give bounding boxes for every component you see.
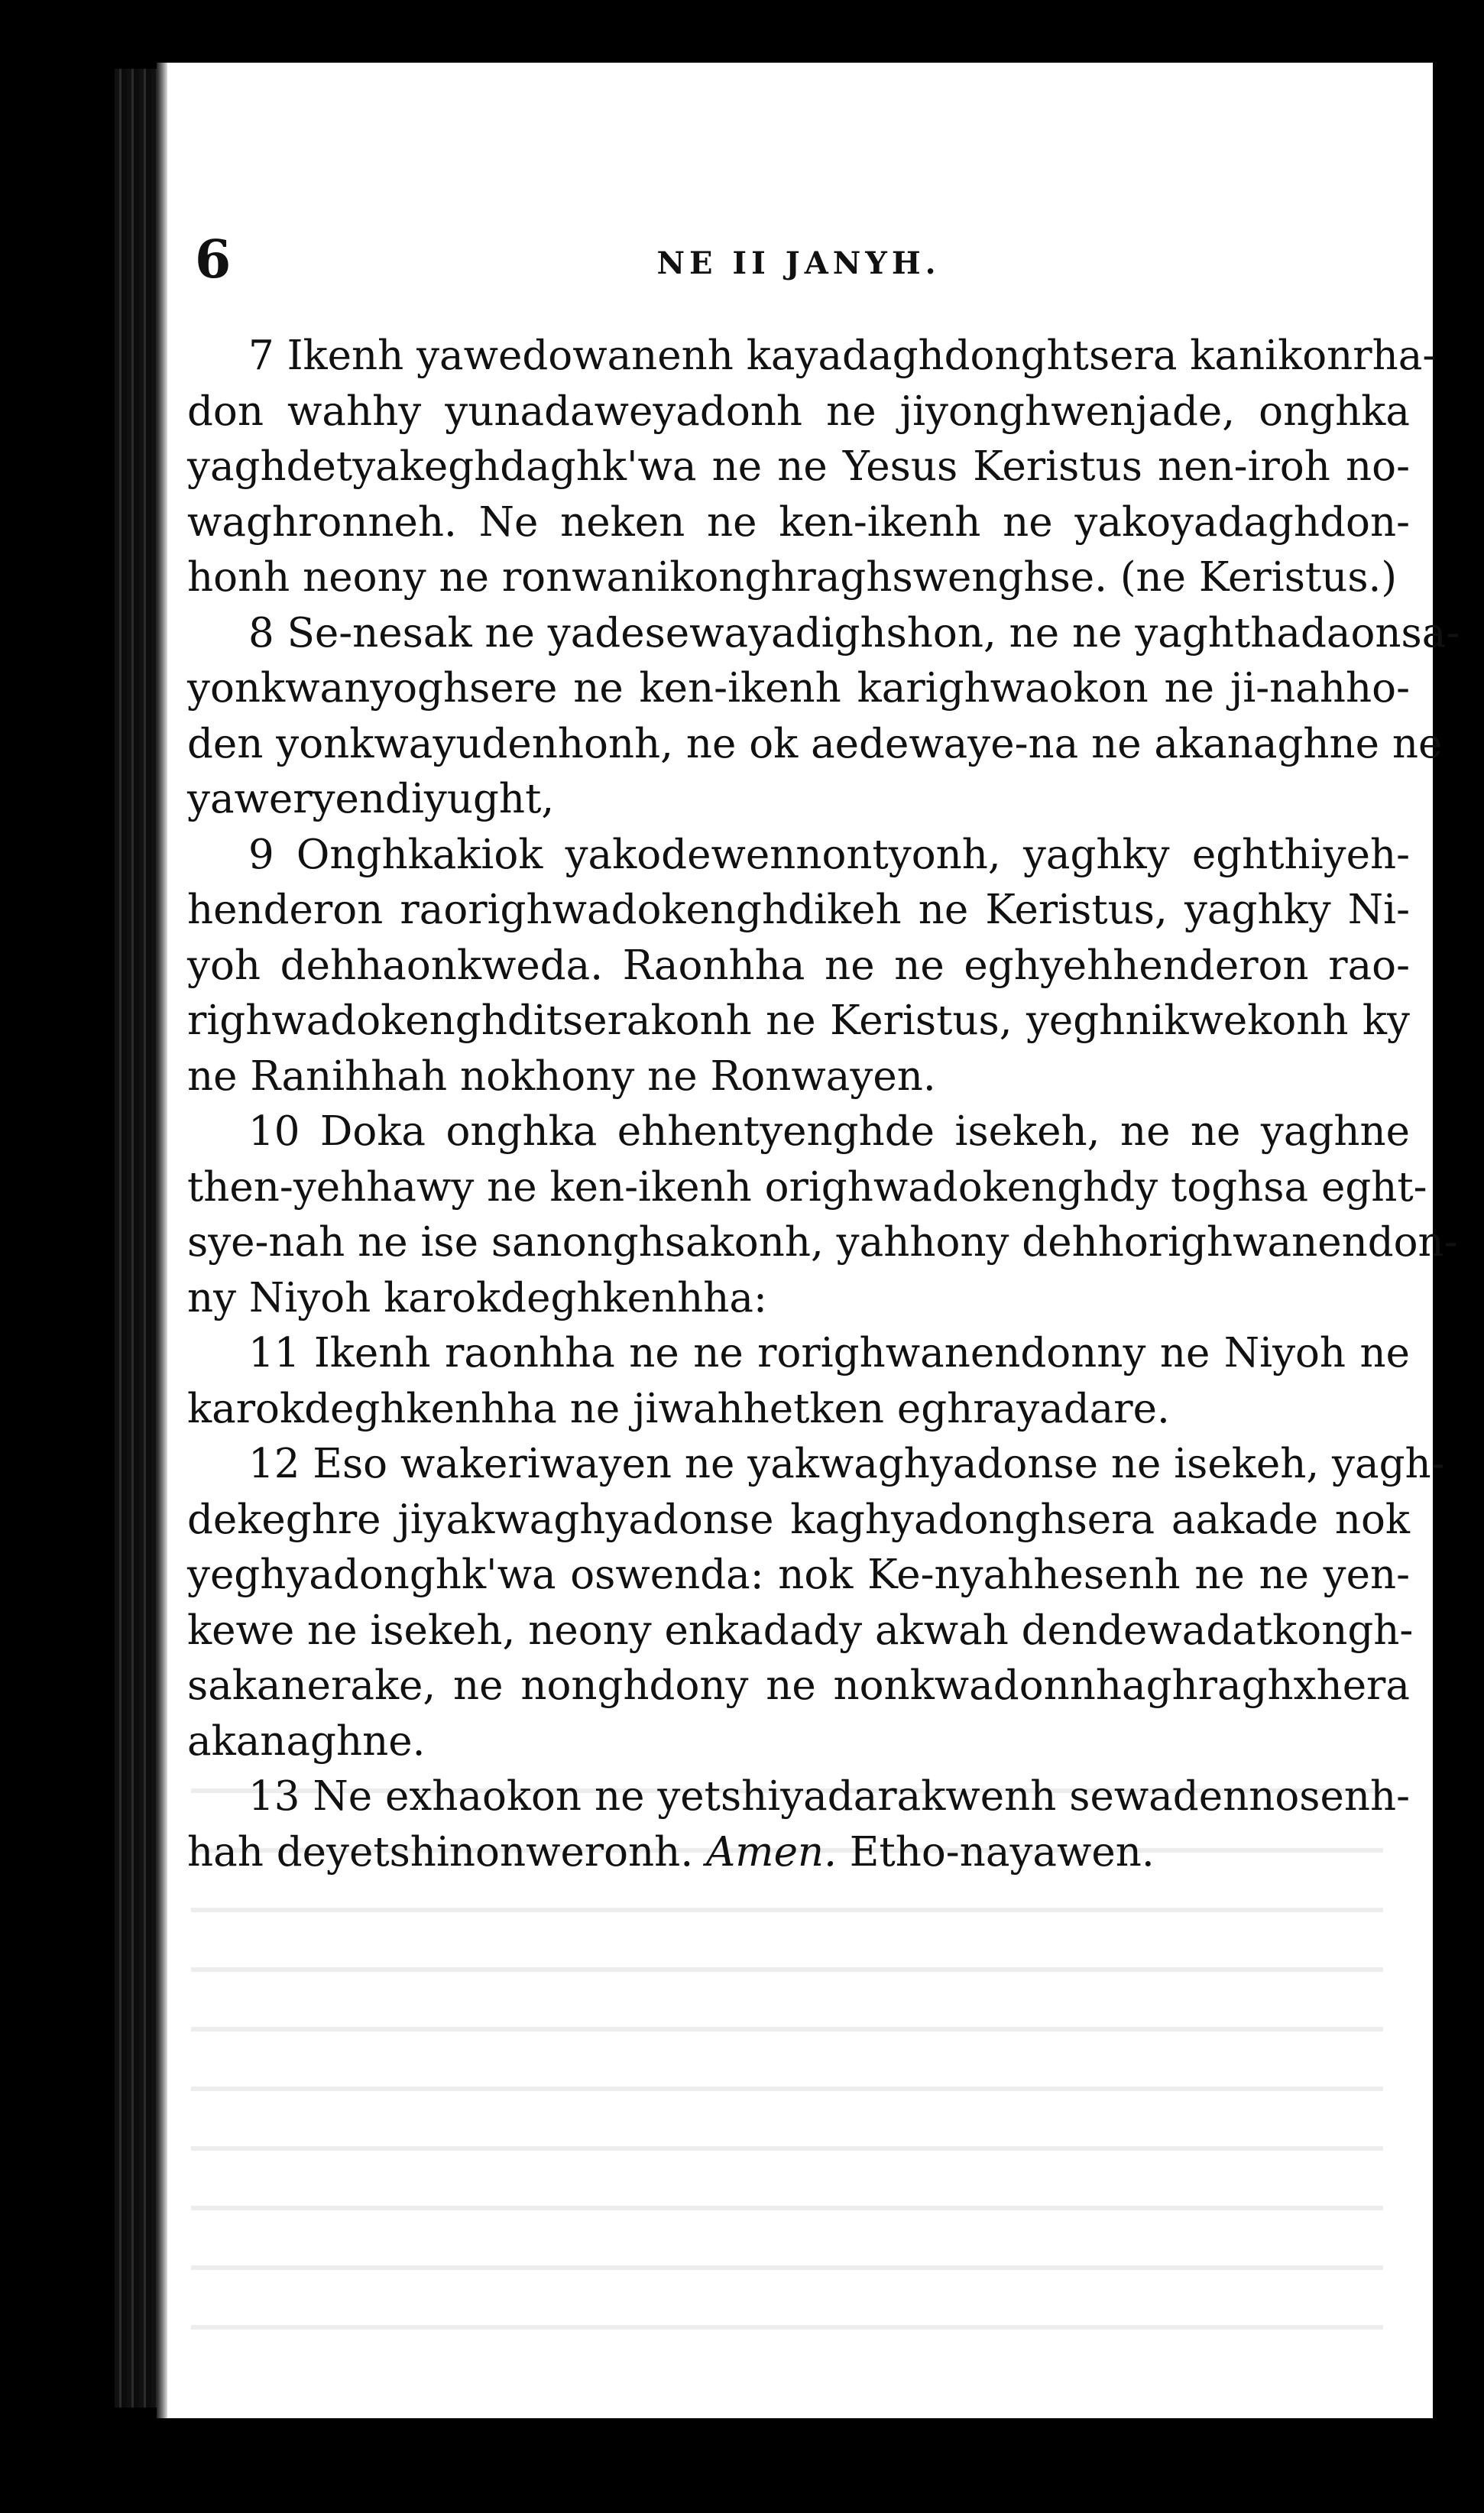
text-line: dekeghre jiyakwaghyadonse kaghyadonghsera aakade nok bbox=[187, 1496, 1410, 1543]
text-line: 7 Ikenh yawedowanenh kayadaghdonghtsera kanikonrha- bbox=[248, 332, 1437, 379]
verse-7 bbox=[187, 329, 1437, 606]
text-line: yaweryendiyught, bbox=[187, 776, 555, 822]
verse-13 bbox=[187, 1769, 1410, 1880]
text-line: waghronneh. Ne neken ne ken-ikenh ne yakoyadaghdon- bbox=[187, 498, 1410, 546]
text-line: 8 Se-nesak ne yadesewayadighshon, ne ne yaghthadaonsa- bbox=[248, 609, 1460, 657]
text-line: righwadokenghditserakonh ne Keristus, yeghnikwekonh ky bbox=[187, 997, 1410, 1044]
text-line: sye-nah ne ise sanonghsakonh, yahhony dehhorighwanendon- bbox=[187, 1219, 1458, 1266]
verse-8 bbox=[187, 606, 1460, 828]
closing-line bbox=[187, 1825, 1410, 1881]
verse-12 bbox=[187, 1437, 1445, 1769]
text-line: henderon raorighwadokenghdikeh ne Keristus, yaghky Ni- bbox=[187, 887, 1410, 933]
text-line: yonkwanyoghsere ne ken-ikenh karighwaokon ne ji-nahho- bbox=[187, 665, 1410, 712]
text-line: ne Ranihhah nokhony ne Ronwayen. bbox=[187, 1052, 936, 1100]
text-line: akanaghne. bbox=[187, 1717, 426, 1765]
amen-italic: Amen. bbox=[706, 1828, 837, 1876]
text-line: 13 Ne exhaokon ne yetshiyadarakwenh sewadennosenh- bbox=[248, 1773, 1410, 1820]
text-line: don wahhy yunadaweyadonh ne jiyonghwenjade, onghka bbox=[187, 387, 1410, 435]
text-line: yoh dehhaonkweda. Raonhha ne ne eghyehhenderon rao- bbox=[187, 942, 1410, 989]
text-line: sakanerake, ne nonghdony ne nonkwadonnhaghraghxhera bbox=[187, 1662, 1410, 1709]
running-head: NE II JANYH. bbox=[656, 245, 941, 281]
page-gutter-shadow bbox=[157, 63, 167, 2418]
text-line: 11 Ikenh raonhha ne ne rorighwanendonny ne Niyoh ne bbox=[248, 1330, 1410, 1376]
text-line: yaghdetyakeghdaghk'wa ne ne Yesus Keristus nen-iroh no- bbox=[187, 443, 1410, 490]
page-header bbox=[187, 229, 1410, 290]
text-line: den yonkwayudenhonh, ne ok aedewaye-na ne akanaghne ne bbox=[187, 720, 1443, 767]
closing-text-end: Etho-nayawen. bbox=[849, 1828, 1155, 1876]
text-line: 9 Onghkakiok yakodewennontyonh, yaghky eghthiyeh- bbox=[248, 831, 1410, 878]
closing-text-start: hah deyetshinonweronh. bbox=[187, 1828, 694, 1876]
text-line: kewe ne isekeh, neony enkadady akwah dendewadatkongh- bbox=[187, 1607, 1414, 1654]
text-line: yeghyadonghk'wa oswenda: nok Ke-nyahhesenh ne ne yen- bbox=[187, 1552, 1410, 1598]
text-line: 10 Doka onghka ehhentyenghde isekeh, ne ne yaghne bbox=[248, 1108, 1410, 1155]
text-line: then-yehhawy ne ken-ikenh orighwadokenghdy toghsa eght- bbox=[187, 1163, 1427, 1211]
verse-11 bbox=[187, 1326, 1410, 1437]
text-line: 12 Eso wakeriwayen ne yakwaghyadonse ne isekeh, yagh- bbox=[248, 1441, 1445, 1487]
verse-9 bbox=[187, 828, 1410, 1105]
text-line: karokdeghkenhha ne jiwahhetken eghrayadare. bbox=[187, 1385, 1170, 1432]
text-line: ny Niyoh karokdeghkenhha: bbox=[187, 1274, 767, 1321]
text-line: honh neony ne ronwanikonghraghswenghse. (ne Keristus.) bbox=[187, 554, 1398, 601]
body-text bbox=[187, 329, 1460, 1880]
page-number: 6 bbox=[195, 229, 232, 290]
verse-10 bbox=[187, 1104, 1458, 1326]
